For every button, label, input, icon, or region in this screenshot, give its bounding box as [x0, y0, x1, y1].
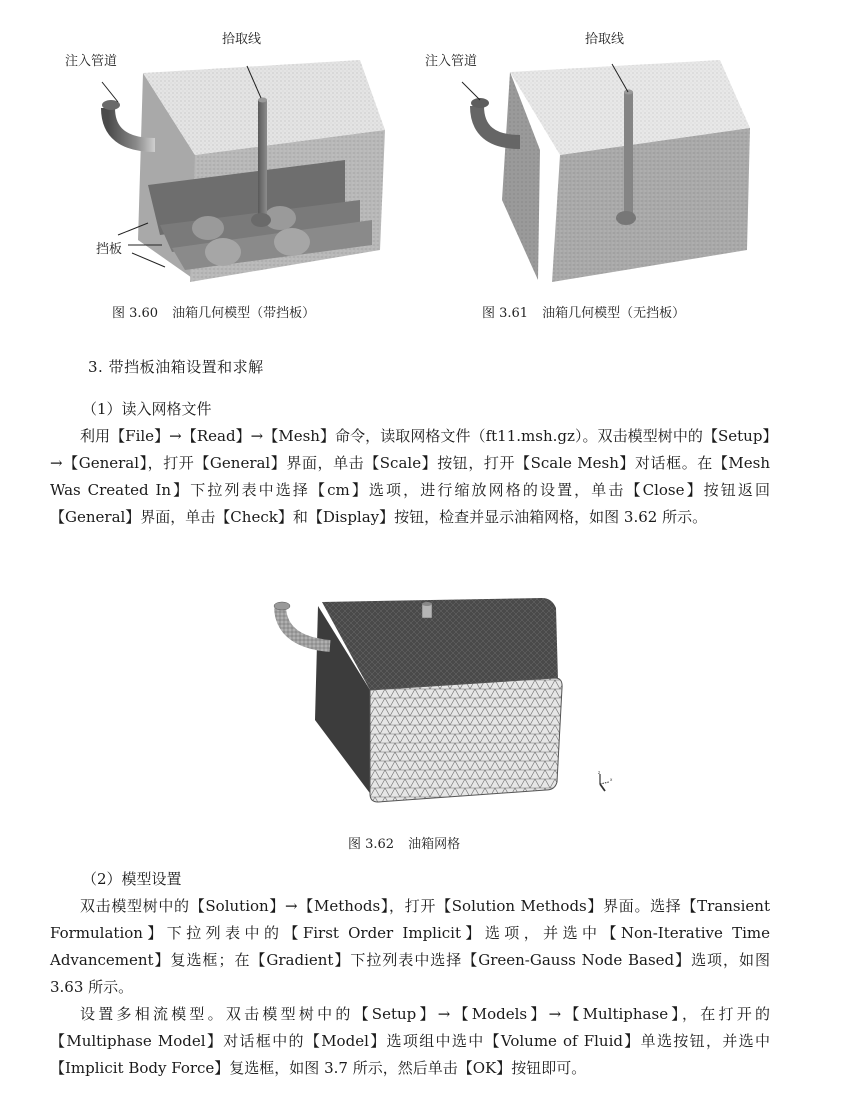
- figure-3-60: [60, 20, 400, 290]
- step-2-paragraph-1: 双击模型树中的【Solution】→【Methods】，打开【Solution Methods】界面。选择【Transient Formulation】下拉列表中的【First Order Implicit】选项，并选中【Non-Iterative Time Advancement】复选框；在【Gradient】下拉列表中选择【Green-Gauss Node Based】选项，如图 3.63 所示。: [50, 897, 770, 996]
- figure-number: 图 3.60: [112, 306, 159, 321]
- step-1-paragraph: 利用【File】→【Read】→【Mesh】命令，读取网格文件（ft11.msh.gz）。双击模型树中的【Setup】→【General】，打开【General】界面，单击【Scale】按钮，打开【Scale Mesh】对话框。在【Mesh Was Created In】下拉列表中选择【cm】选项，进行缩放网格的设置，单击【Close】按钮返回【General】界面，单击【Check】和【Display】按钮，检查并显示油箱网格，如图 3.62 所示。: [50, 427, 770, 526]
- svg-text:z: z: [598, 770, 601, 775]
- figure-number: 图 3.62: [348, 837, 395, 852]
- section-title: 3. 带挡板油箱设置和求解: [88, 358, 264, 376]
- figure-3-61: [420, 20, 760, 290]
- step-1-title: （1）读入网格文件: [82, 400, 212, 418]
- figure-title: 油箱几何模型（无挡板）: [542, 306, 686, 321]
- label-pick-line: 拾取线: [585, 32, 625, 47]
- figure-3-61-caption: [482, 302, 685, 321]
- figure-3-60-caption: [112, 302, 315, 321]
- figure-3-62: [270, 590, 630, 810]
- label-inlet-pipe: 注入管道: [425, 54, 478, 69]
- label-pick-line: 拾取线: [222, 32, 262, 47]
- svg-text:x: x: [610, 777, 613, 782]
- step-2-paragraph-2: 设置多相流模型。双击模型树中的【Setup】→【Models】→【Multiphase】，在打开的【Multiphase Model】对话框中的【Model】选项组中选中【Volume of Fluid】单选按钮，并选中【Implicit Body Force】复选框，如图 3.7 所示，然后单击【OK】按钮即可。: [50, 1005, 770, 1077]
- step-2-title: （2）模型设置: [82, 870, 182, 888]
- figure-title: 油箱几何模型（带挡板）: [172, 306, 316, 321]
- label-inlet-pipe: 注入管道: [65, 54, 118, 69]
- oil-tank-mesh-image: [270, 590, 630, 810]
- figure-number: 图 3.61: [482, 306, 529, 321]
- figure-title: 油箱网格: [408, 837, 461, 852]
- label-baffle: 挡板: [96, 242, 123, 257]
- figure-3-62-caption: [348, 833, 460, 852]
- axis-triad-icon: [592, 770, 616, 794]
